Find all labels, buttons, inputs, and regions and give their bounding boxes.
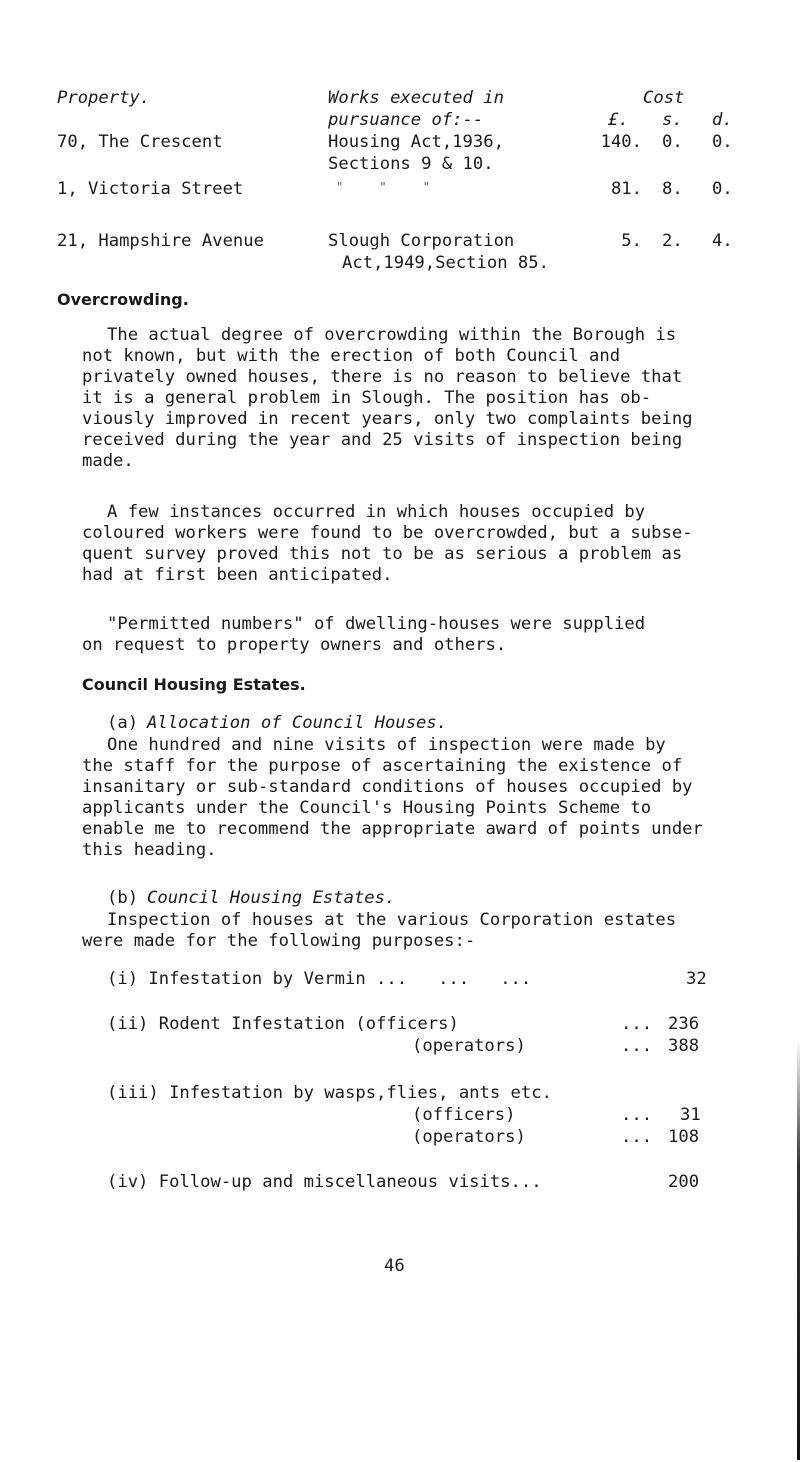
section-b-title: Council Housing Estates.	[147, 888, 396, 908]
text-line: the staff for the purpose of ascertaining the existence of	[82, 756, 683, 776]
text-line: The actual degree of overcrowding within the Borough is	[107, 325, 677, 345]
list-item-sub-value: 108	[668, 1127, 700, 1147]
row-shillings: 2.	[662, 231, 683, 251]
list-item-label: (ii) Rodent Infestation (officers)	[107, 1014, 459, 1034]
row-property: 1, Victoria Street	[57, 179, 244, 199]
text-line: had at first been anticipated.	[82, 565, 393, 585]
text-line: this heading.	[82, 840, 217, 860]
section-b-paragraph	[82, 910, 782, 952]
list-item-label: (i) Infestation by Vermin ... ... ...	[107, 969, 532, 989]
overcrowding-heading: Overcrowding.	[57, 290, 189, 309]
row-shillings: 0.	[662, 132, 683, 152]
text-line: it is a general problem in Slough. The position has ob-	[82, 388, 652, 408]
text-line: enable me to recommend the appropriate award of points under	[82, 819, 703, 839]
text-line: applicants under the Council's Housing Points Scheme to	[82, 798, 652, 818]
row-pence: 4.	[712, 231, 733, 251]
row-pounds: 81.	[610, 179, 642, 199]
text-line: quent survey proved this not to be as serious a problem as	[82, 544, 683, 564]
section-a-paragraph	[82, 735, 782, 861]
row-works-sub: Sections 9 & 10.	[328, 154, 494, 174]
list-item-sub-label: (operators)	[412, 1036, 526, 1056]
list-item-label: (iv) Follow-up and miscellaneous visits...	[107, 1172, 542, 1192]
list-item-value: 236	[668, 1014, 700, 1034]
section-a-title: Allocation of Council Houses.	[147, 713, 448, 733]
row-pence: 0.	[712, 179, 733, 199]
list-item-label: (iii) Infestation by wasps,flies, ants etc.	[107, 1083, 552, 1103]
overcrowding-paragraph-3	[82, 614, 782, 656]
section-b-label: (b)	[107, 888, 139, 908]
text-line: privately owned houses, there is no reason to believe that	[82, 367, 683, 387]
overcrowding-paragraph-1	[82, 325, 782, 472]
list-item-sub-dots: ...	[621, 1105, 653, 1125]
text-line: received during the year and 25 visits of inspection being	[82, 430, 683, 450]
list-item-value: 200	[668, 1172, 700, 1192]
row-property: 21, Hampshire Avenue	[57, 231, 264, 251]
text-line: viously improved in recent years, only two complaints being	[82, 409, 693, 429]
page-number: 46	[384, 1256, 405, 1276]
col-header-shillings: s.	[662, 110, 683, 130]
text-line: coloured workers were found to be overcrowded, but a subse-	[82, 523, 693, 543]
text-line: One hundred and nine visits of inspection were made by	[107, 735, 666, 755]
col-header-property: Property.	[57, 88, 151, 108]
row-works-sub: Act,1949,Section 85.	[342, 253, 549, 273]
text-line: not known, but with the erection of both Council and	[82, 346, 621, 366]
row-works: Slough Corporation	[328, 231, 515, 251]
col-header-works: Works executed in	[328, 88, 504, 108]
list-item-sub-label: (operators)	[412, 1127, 526, 1147]
text-line: "Permitted numbers" of dwelling-houses were supplied	[107, 614, 646, 634]
row-works-ditto: " " "	[336, 180, 430, 194]
list-item-sub-label: (officers)	[412, 1105, 516, 1125]
row-works: Housing Act,1936,	[328, 132, 504, 152]
col-header-pounds: £.	[608, 110, 629, 130]
text-line: Inspection of houses at the various Corporation estates	[107, 910, 677, 930]
section-a-label: (a)	[107, 713, 139, 733]
row-shillings: 8.	[662, 179, 683, 199]
overcrowding-paragraph-2	[82, 502, 782, 586]
col-header-works-sub: pursuance of:--	[328, 110, 484, 130]
list-item-dots: ...	[621, 1014, 653, 1034]
council-heading: Council Housing Estates.	[82, 675, 306, 694]
list-item-sub-value: 31	[680, 1105, 701, 1125]
text-line: made.	[82, 451, 134, 471]
text-line: A few instances occurred in which houses occupied by	[107, 502, 646, 522]
text-line: on request to property owners and others.	[82, 635, 507, 655]
text-line: insanitary or sub-standard conditions of houses occupied by	[82, 777, 693, 797]
row-property: 70, The Crescent	[57, 132, 223, 152]
col-header-cost: Cost	[643, 88, 685, 108]
row-pounds: 5.	[621, 231, 642, 251]
list-item-sub-dots: ...	[621, 1127, 653, 1147]
row-pence: 0.	[712, 132, 733, 152]
col-header-pence: d.	[712, 110, 733, 130]
list-item-sub-dots: ...	[621, 1036, 653, 1056]
list-item-sub-value: 388	[668, 1036, 700, 1056]
text-line: were made for the following purposes:-	[82, 931, 476, 951]
list-item-value: 32	[686, 969, 707, 989]
row-pounds: 140.	[600, 132, 642, 152]
